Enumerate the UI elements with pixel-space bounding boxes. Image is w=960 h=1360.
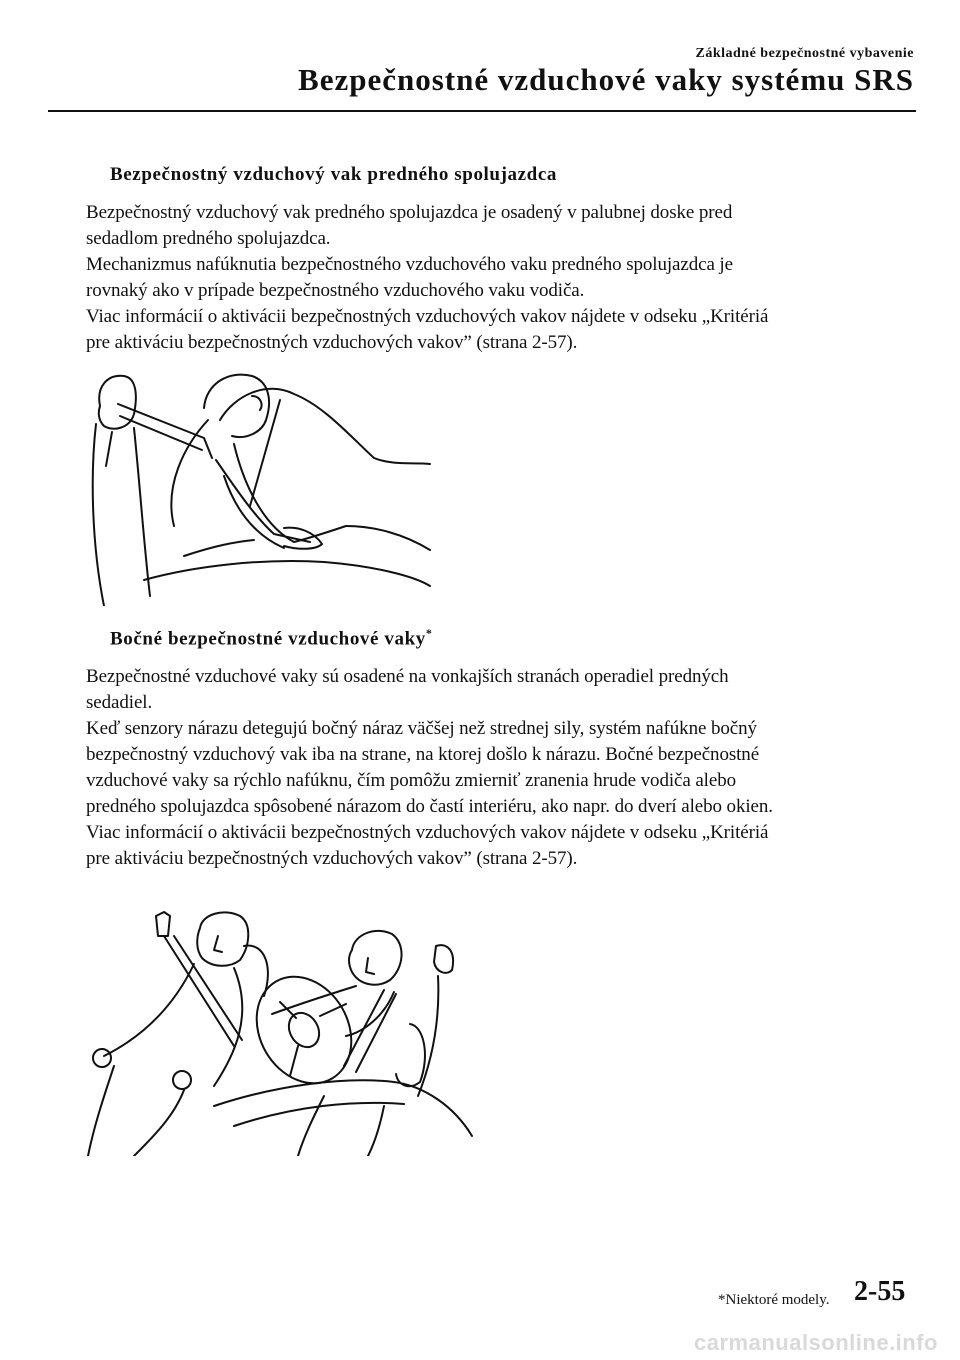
body-line: Bezpečnostný vzduchový vak predného spolujazdca je osadený v palubnej doske pred	[86, 202, 733, 223]
watermark: carmanualsonline.info	[694, 1330, 938, 1355]
body-line: Viac informácií o aktivácii bezpečnostných vzduchových vakov nájdete v odseku „Kritériá	[86, 306, 769, 327]
page-title: Bezpečnostné vzduchové vaky systému SRS	[298, 62, 914, 97]
body-line: Bezpečnostné vzduchové vaky sú osadené na vonkajších stranách operadiel predných	[86, 666, 729, 688]
side-airbags-illustration	[84, 906, 474, 1156]
section-body	[86, 664, 916, 872]
chapter-title: Základné bezpečnostné vybavenie	[695, 46, 914, 61]
body-line: pre aktiváciu bezpečnostných vzduchových vakov” (strana 2-57).	[86, 332, 578, 353]
body-line: pre aktiváciu bezpečnostných vzduchových vakov” (strana 2-57).	[86, 848, 578, 870]
body-line: vzduchové vaky sa rýchlo nafúknu, čím pomôžu zmierniť zranenia hrude vodiča alebo	[86, 770, 736, 792]
body-line: Mechanizmus nafúknutia bezpečnostného vzduchového vaku predného spolujazdca je	[86, 254, 733, 275]
section-heading-text: Bočné bezpečnostné vzduchové vaky	[110, 628, 426, 650]
section-passenger-airbag	[86, 164, 916, 356]
body-line: sedadlom predného spolujazdca.	[86, 228, 331, 249]
footnote: *Niektoré modely.	[718, 1292, 830, 1308]
section-heading	[110, 626, 916, 650]
body-line: rovnaký ako v prípade bezpečnostného vzduchového vaku vodiča.	[86, 280, 585, 301]
page-number: 2-55	[854, 1276, 906, 1307]
body-line: bezpečnostný vzduchový vak iba na strane, na ktorej došlo k nárazu. Bočné bezpečnostné	[86, 744, 760, 766]
section-heading: Bezpečnostný vzduchový vak predného spolujazdca	[110, 164, 557, 185]
body-line: sedadiel.	[86, 692, 153, 714]
passenger-airbag-illustration	[84, 366, 434, 606]
body-line: Keď senzory nárazu detegujú bočný náraz väčšej než strednej sily, systém nafúkne bočný	[86, 718, 757, 740]
header-divider	[48, 110, 916, 112]
body-line: predného spolujazdca spôsobené nárazom do častí interiéru, ako napr. do dverí alebo okien.	[86, 796, 773, 818]
section-side-airbags	[86, 626, 916, 872]
section-body	[86, 200, 916, 356]
footnote-mark: *	[425, 626, 433, 640]
body-line: Viac informácií o aktivácii bezpečnostných vzduchových vakov nájdete v odseku „Kritériá	[86, 822, 769, 844]
